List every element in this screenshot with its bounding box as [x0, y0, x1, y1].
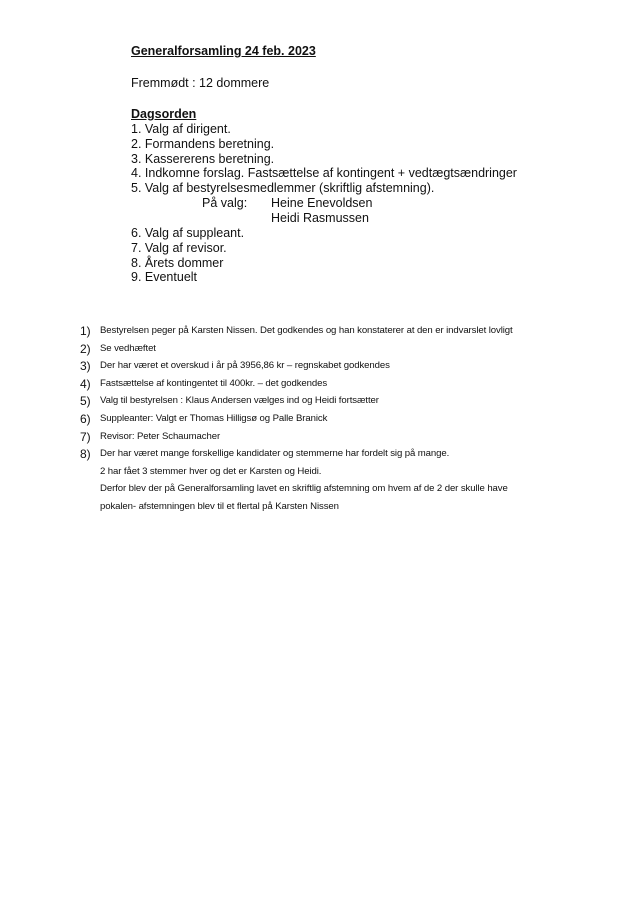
- minutes-item-number: 4): [80, 376, 91, 391]
- minutes-item-text: Suppleanter: Valgt er Thomas Hilligsø og Palle Branick: [100, 412, 328, 424]
- election-label: På valg:: [202, 195, 248, 210]
- agenda-item: 4. Indkomne forslag. Fastsættelse af kontingent + vedtægtsændringer: [131, 166, 517, 181]
- agenda-list-continued: [131, 226, 517, 285]
- minutes-item-text: Valg til bestyrelsen : Klaus Andersen vælges ind og Heidi fortsætter: [100, 395, 379, 407]
- minutes-continuation-text: pokalen- afstemningen blev til et flertal på Karsten Nissen: [100, 500, 339, 512]
- agenda-list: [131, 122, 517, 196]
- candidate-name: Heine Enevoldsen: [271, 195, 373, 210]
- minutes-continuation-text: Derfor blev der på Generalforsamling lavet en skriftlig afstemning om hvem af de 2 der skulle have: [100, 483, 508, 495]
- agenda-item: 8. Årets dommer: [131, 255, 224, 270]
- agenda-item: 9. Eventuelt: [131, 270, 198, 285]
- minutes-item-text: Der har været mange forskellige kandidater og stemmerne har fordelt sig på mange.: [100, 448, 450, 460]
- candidate-name: Heidi Rasmussen: [271, 210, 369, 225]
- minutes-item-number: 5): [80, 394, 91, 409]
- minutes-item-number: 7): [80, 429, 91, 444]
- agenda-heading: Dagsorden: [131, 107, 197, 121]
- minutes-continuation-text: 2 har fået 3 stemmer hver og det er Karsten og Heidi.: [100, 465, 322, 477]
- document-header: [131, 44, 316, 58]
- minutes-item-number: 8): [80, 447, 91, 462]
- document-title: Generalforsamling 24 feb. 2023: [131, 44, 316, 58]
- agenda-item: 7. Valg af revisor.: [131, 240, 227, 255]
- minutes-item-number: 1): [80, 324, 91, 338]
- minutes-item-number: 2): [80, 341, 91, 356]
- agenda-item: 5. Valg af bestyrelsesmedlemmer (skriftlig afstemning).: [131, 181, 435, 196]
- election-block: [131, 196, 517, 226]
- minutes-item-text: Bestyrelsen peger på Karsten Nissen. Det godkendes og han konstaterer at den er indvarslet lovligt: [100, 325, 513, 336]
- agenda-item: 6. Valg af suppleant.: [131, 225, 245, 240]
- minutes-item-text: Se vedhæftet: [100, 342, 156, 354]
- minutes-item-text: Revisor: Peter Schaumacher: [100, 430, 221, 442]
- attendance-line: Fremmødt : 12 dommere: [131, 76, 270, 90]
- minutes-item-number: 3): [80, 359, 91, 374]
- minutes-item-number: 6): [80, 411, 91, 426]
- minutes-item-text: Fastsættelse af kontingentet til 400kr. – det godkendes: [100, 377, 328, 389]
- agenda-item: 2. Formandens beretning.: [131, 136, 275, 151]
- agenda-item: 1. Valg af dirigent.: [131, 122, 231, 136]
- agenda-section: [131, 106, 517, 285]
- agenda-item: 3. Kassererens beretning.: [131, 151, 275, 166]
- minutes-item-text: Der har været et overskud i år på 3956,86 kr – regnskabet godkendes: [100, 360, 390, 372]
